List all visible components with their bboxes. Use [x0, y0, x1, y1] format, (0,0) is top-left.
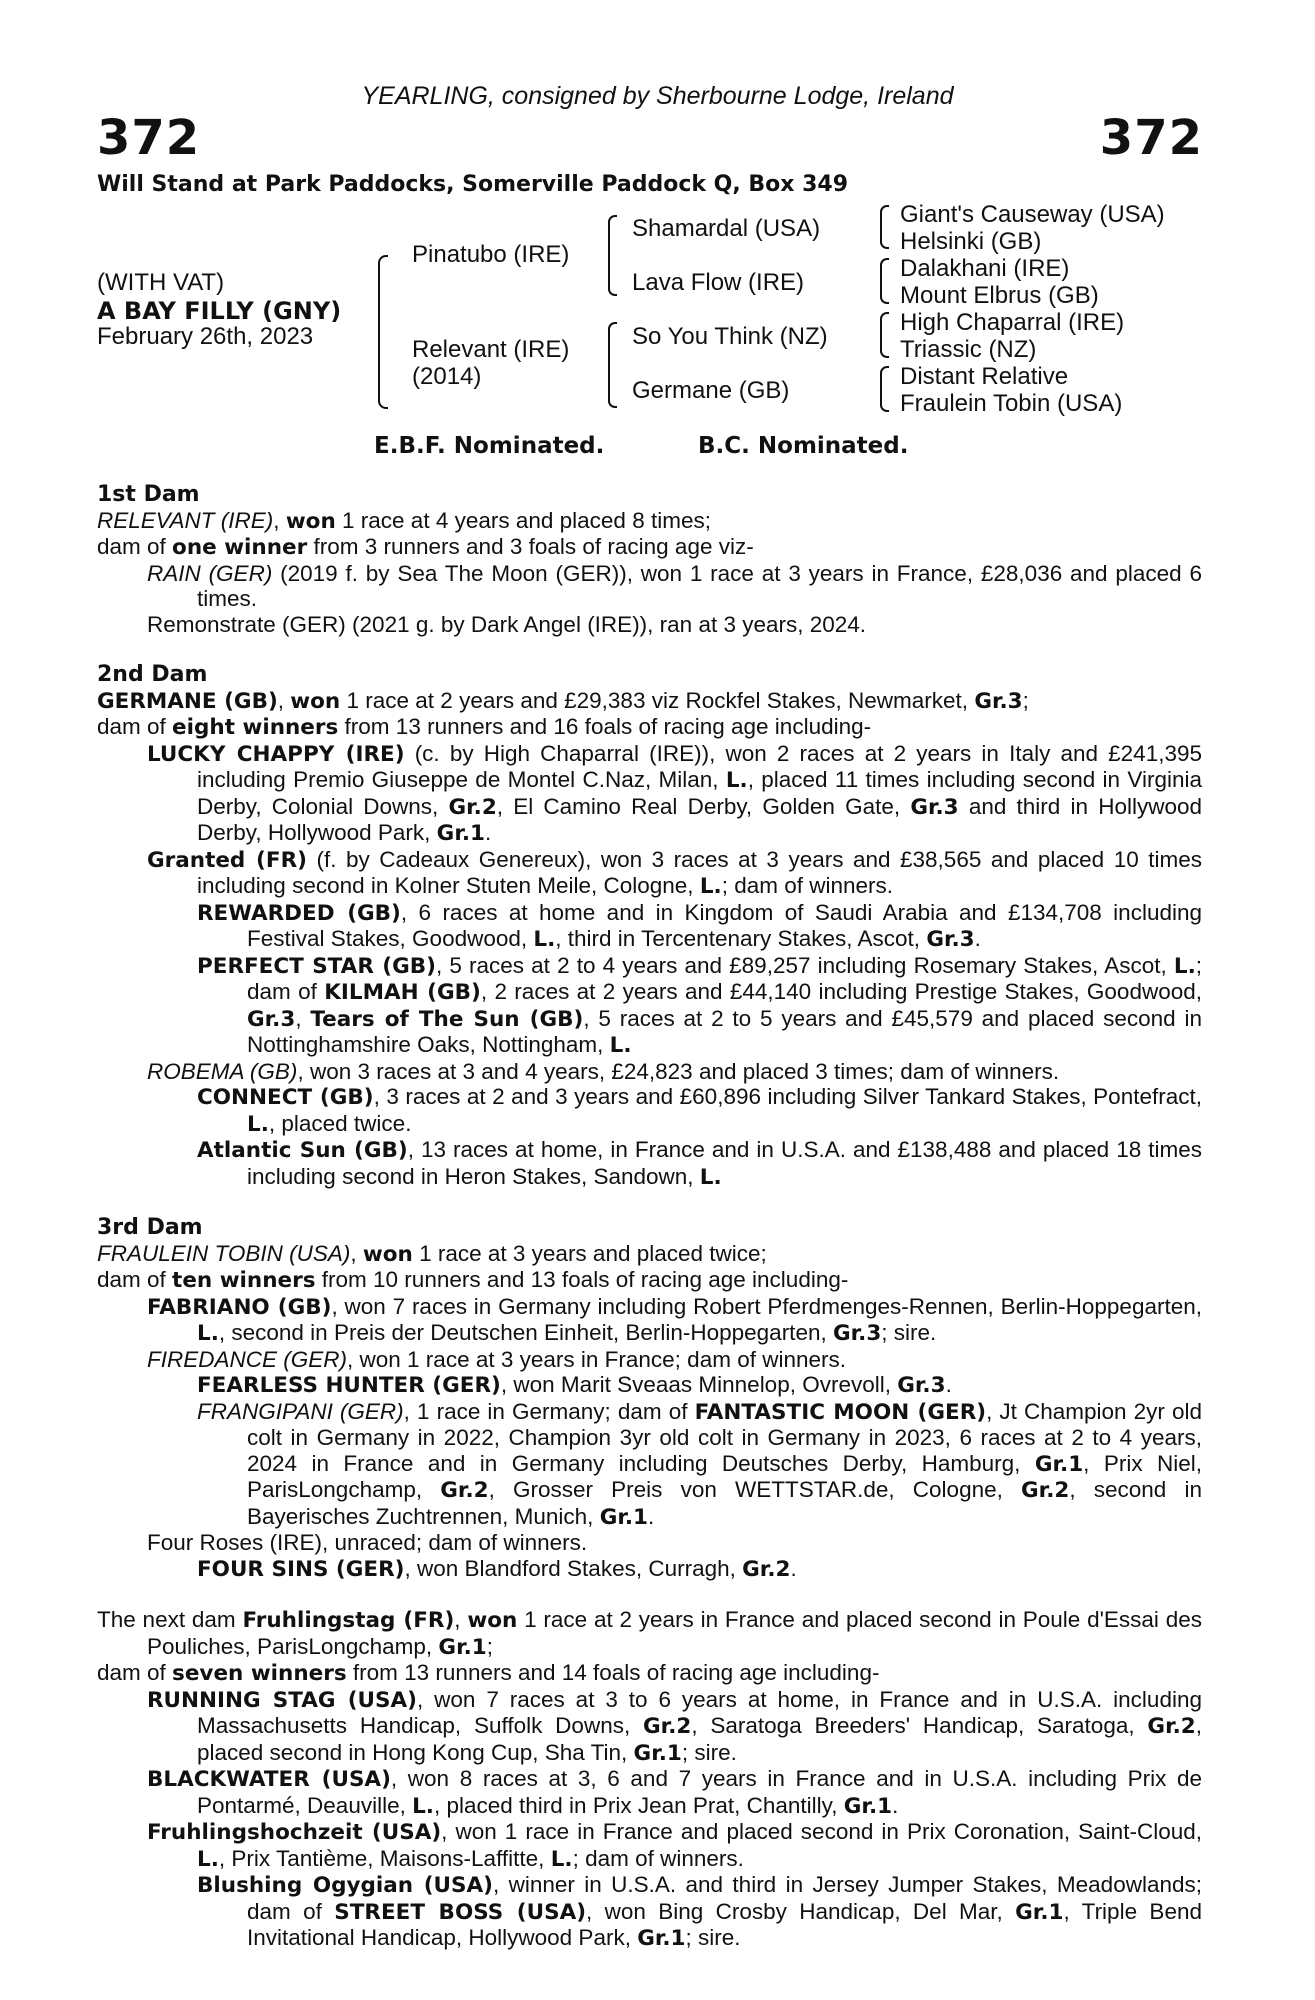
brace-ds: [880, 312, 889, 358]
third-dam-produce-summary: dam of ten winners from 10 runners and 13 foals of racing age including-: [97, 1267, 849, 1293]
pedigree-dam-dam: Germane (GB): [632, 377, 790, 404]
pedigree-ssd: Helsinki (GB): [900, 228, 1042, 255]
third-dam-line: FRAULEIN TOBIN (USA), won 1 race at 3 years and placed twice;: [97, 1240, 767, 1267]
produce-robema: ROBEMA (GB), won 3 races at 3 and 4 years, £24,823 and placed 3 times; dam of winners.: [147, 1058, 1060, 1084]
pedigree-sdd: Mount Elbrus (GB): [900, 282, 1099, 309]
second-dam-produce-summary: dam of eight winners from 13 runners and 16 foals of racing age including-: [97, 714, 872, 740]
horse-dob: February 26th, 2023: [97, 323, 314, 350]
pedigree-sss: Giant's Causeway (USA): [900, 201, 1165, 228]
produce-perfect-star: PERFECT STAR (GB), 5 races at 2 to 4 years and £89,257 including Rosemary Stakes, Ascot, L.; dam of KILMAH (GB), 2 races at 2 years and £44,140 including Prestige Stakes, Goodwood, Gr.3, Tears of The Sun (GB), 5 races at 2 to 5 years and £45,579 and placed second in Nottinghamshire Oaks, Nottingham, L.: [197, 952, 1203, 1058]
horse-name: A BAY FILLY (GNY): [97, 297, 342, 325]
brace-dd: [880, 366, 889, 412]
brace-ss: [880, 205, 889, 249]
second-dam-line: GERMANE (GB), won 1 race at 2 years and £29,383 viz Rockfel Stakes, Newmarket, Gr.3;: [97, 687, 1029, 714]
pedigree-dds: Distant Relative: [900, 363, 1069, 390]
pedigree-sire-sire: Shamardal (USA): [632, 215, 821, 242]
pedigree-dam-year: (2014): [412, 363, 482, 390]
pedigree-ddd: Fraulein Tobin (USA): [900, 390, 1123, 417]
lot-number-left: 372: [97, 110, 201, 166]
produce-blushing-ogygian: Blushing Ogygian (USA), winner in U.S.A. and third in Jersey Jumper Stakes, Meadowlands; dam of STREET BOSS (USA), won Bing Crosby Handicap, Del Mar, Gr.1, Triple Bend Invitational Handicap, Hollywood Park, Gr.1; sire.: [197, 1872, 1203, 1951]
produce-connect: CONNECT (GB), 3 races at 2 and 3 years and £60,896 including Silver Tankard Stakes, Pontefract, L., placed twice.: [197, 1084, 1202, 1137]
produce-firedance: FIREDANCE (GER), won 1 race at 3 years in France; dam of winners.: [147, 1346, 846, 1372]
first-dam-line: RELEVANT (IRE), won 1 race at 4 years and placed 8 times;: [97, 507, 711, 534]
produce-lucky-chappy: LUCKY CHAPPY (IRE) (c. by High Chaparral (IRE)), won 2 races at 2 years in Italy and £241,395 including Premio Giuseppe de Montel C.Naz, Milan, L., placed 11 times including second in Virginia Derby, Colonial Downs, Gr.2, El Camino Real Derby, Golden Gate, Gr.3 and third in Hollywood Derby, Hollywood Park, Gr.1.: [147, 740, 1202, 846]
next-dam-line: The next dam Fruhlingstag (FR), won 1 race at 2 years in France and placed second in Poule d'Essai des Pouliches, ParisLongchamp, Gr.1;: [97, 1607, 1202, 1660]
produce-rain: RAIN (GER) (2019 f. by Sea The Moon (GER)), won 1 race at 3 years in France, £28,036 and placed 6 times.: [147, 560, 1202, 611]
first-dam-heading: 1st Dam: [97, 482, 200, 507]
produce-record: [97, 482, 1202, 1952]
brace-sire: [608, 215, 617, 296]
lot-number-right: 372: [1099, 110, 1203, 166]
produce-rewarded: REWARDED (GB), 6 races at home and in Kingdom of Saudi Arabia and £134,708 including Festival Stakes, Goodwood, L., third in Tercentenary Stakes, Ascot, Gr.3.: [197, 899, 1202, 952]
produce-fabriano: FABRIANO (GB), won 7 races in Germany including Robert Pferdmenges-Rennen, Berlin-Hoppegarten, L., second in Preis der Deutschen Einheit, Berlin-Hoppegarten, Gr.3; sire.: [147, 1293, 1202, 1346]
produce-four-roses: Four Roses (IRE), unraced; dam of winners.: [147, 1530, 588, 1555]
vat-note: (WITH VAT): [97, 269, 225, 296]
pedigree-dam-sire: So You Think (NZ): [632, 323, 828, 350]
produce-remonstrate: Remonstrate (GER) (2021 g. by Dark Angel (IRE)), ran at 3 years, 2024.: [147, 611, 867, 637]
produce-fearless-hunter: FEARLESS HUNTER (GER), won Marit Sveaas Minnelop, Ovrevoll, Gr.3.: [197, 1372, 952, 1398]
produce-frangipani: FRANGIPANI (GER), 1 race in Germany; dam of FANTASTIC MOON (GER), Jt Champion 2yr old colt in Germany in 2022, Champion 3yr old colt in Germany in 2023, 6 races at 2 to 4 years, 2024 in France and in Germany including Deutsches Derby, Hamburg, Gr.1, Prix Niel, ParisLongchamp, Gr.2, Grosser Preis von WETTSTAR.de, Cologne, Gr.2, second in Bayerisches Zuchtrennen, Munich, Gr.1.: [197, 1398, 1202, 1530]
pedigree-dam: Relevant (IRE): [412, 336, 570, 363]
first-dam-produce-summary: dam of one winner from 3 runners and 3 foals of racing age viz-: [97, 534, 754, 560]
stand-location: Will Stand at Park Paddocks, Somerville Paddock Q, Box 349: [97, 172, 849, 197]
produce-granted: Granted (FR) (f. by Cadeaux Genereux), won 3 races at 3 years and £38,565 and placed 10 times including second in Kolner Stuten Meile, Cologne, L.; dam of winners.: [147, 846, 1202, 899]
third-dam-heading: 3rd Dam: [97, 1215, 203, 1240]
ebf-nomination: E.B.F. Nominated.: [374, 433, 605, 459]
pedigree-dss: High Chaparral (IRE): [900, 309, 1125, 336]
pedigree-sire-dam: Lava Flow (IRE): [632, 269, 805, 296]
second-dam-heading: 2nd Dam: [97, 662, 208, 687]
brace-dam: [608, 322, 617, 408]
produce-four-sins: FOUR SINS (GER), won Blandford Stakes, Curragh, Gr.2.: [197, 1555, 797, 1582]
produce-running-stag: RUNNING STAG (USA), won 7 races at 3 to 6 years at home, in France and in U.S.A. including Massachusetts Handicap, Suffolk Downs, Gr.2, Saratoga Breeders' Handicap, Saratoga, Gr.2, placed second in Hong Kong Cup, Sha Tin, Gr.1; sire.: [147, 1686, 1202, 1766]
page-header-title: YEARLING, consigned by Sherbourne Lodge, Ireland: [361, 82, 954, 110]
brace-sd: [880, 258, 889, 304]
pedigree-sire: Pinatubo (IRE): [412, 241, 570, 268]
next-dam-produce-summary: dam of seven winners from 13 runners and 14 foals of racing age including-: [97, 1660, 880, 1686]
pedigree-sds: Dalakhani (IRE): [900, 255, 1070, 282]
produce-atlantic-sun: Atlantic Sun (GB), 13 races at home, in France and in U.S.A. and £138,488 and placed 18 times including second in Heron Stakes, Sandown, L.: [197, 1137, 1202, 1190]
bc-nomination: B.C. Nominated.: [698, 433, 909, 459]
produce-blackwater: BLACKWATER (USA), won 8 races at 3, 6 and 7 years in France and in U.S.A. including Prix de Pontarmé, Deauville, L., placed third in Prix Jean Prat, Chantilly, Gr.1.: [147, 1766, 1202, 1819]
pedigree-dsd: Triassic (NZ): [900, 336, 1037, 363]
brace-main: [378, 255, 388, 409]
produce-fruhlingshochzeit: Fruhlingshochzeit (USA), won 1 race in France and placed second in Prix Coronation, Saint-Cloud, L., Prix Tantième, Maisons-Laffitte, L.; dam of winners.: [147, 1819, 1202, 1872]
